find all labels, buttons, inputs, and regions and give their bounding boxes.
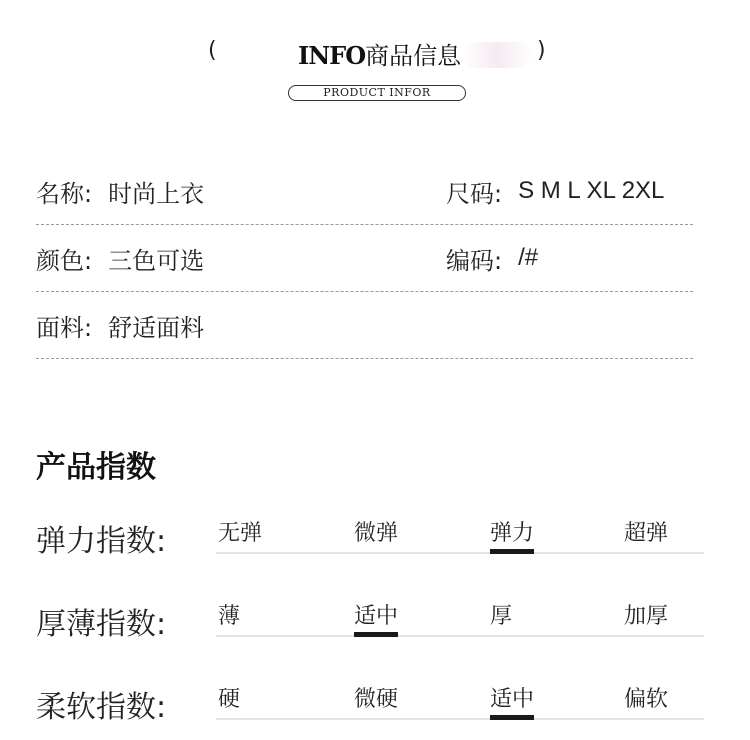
info-cell-code	[446, 225, 538, 291]
info-value: S M L XL 2XL	[518, 177, 665, 204]
index-selected-bar	[490, 715, 534, 720]
info-value: 时尚上衣	[108, 179, 205, 208]
header-paren-right: )	[537, 38, 546, 63]
subtitle-pill: PRODUCT INFOR	[288, 85, 466, 101]
index-label: 弹力指数:	[36, 524, 167, 559]
info-label: 名称:	[36, 179, 93, 208]
index-option: 偏软	[624, 687, 669, 712]
header-paren-left: (	[208, 38, 217, 63]
info-cell-fabric	[36, 292, 204, 358]
info-label: 编码:	[446, 246, 503, 275]
index-selected-bar	[354, 632, 398, 637]
info-header	[0, 0, 750, 120]
index-option: 微弹	[354, 521, 399, 546]
index-track	[216, 718, 704, 720]
product-info-table	[36, 158, 693, 359]
index-row-elasticity	[36, 508, 696, 568]
info-value: 舒适面料	[108, 313, 205, 342]
index-option: 适中	[354, 604, 399, 629]
index-track	[216, 552, 704, 554]
index-row-thickness	[36, 591, 696, 651]
index-option: 薄	[218, 604, 241, 629]
index-row-softness	[36, 674, 696, 734]
index-selected-bar	[490, 549, 534, 554]
page-title	[298, 36, 461, 71]
index-option: 厚	[490, 604, 513, 629]
info-cell-name	[36, 158, 204, 224]
index-option: 硬	[218, 687, 241, 712]
index-label: 柔软指数:	[36, 690, 167, 725]
title-en: INFO	[298, 41, 366, 70]
decorative-smudge	[462, 42, 532, 68]
title-cn: 商品信息	[365, 42, 462, 70]
index-track	[216, 635, 704, 637]
section-title-indices: 产品指数	[36, 450, 156, 485]
info-value: /#	[518, 244, 539, 271]
index-option: 无弹	[218, 521, 263, 546]
info-cell-color	[36, 225, 204, 291]
info-row-color	[36, 225, 693, 292]
info-row-name	[36, 158, 693, 225]
index-option: 适中	[490, 687, 535, 712]
index-option: 微硬	[354, 687, 399, 712]
index-option: 加厚	[624, 604, 669, 629]
index-option: 弹力	[490, 521, 535, 546]
info-value: 三色可选	[108, 246, 205, 275]
info-label: 颜色:	[36, 246, 93, 275]
info-label: 尺码:	[446, 179, 503, 208]
info-row-fabric	[36, 292, 693, 359]
info-cell-size	[446, 158, 664, 224]
info-label: 面料:	[36, 313, 93, 342]
index-option: 超弹	[624, 521, 669, 546]
index-label: 厚薄指数:	[36, 607, 167, 642]
